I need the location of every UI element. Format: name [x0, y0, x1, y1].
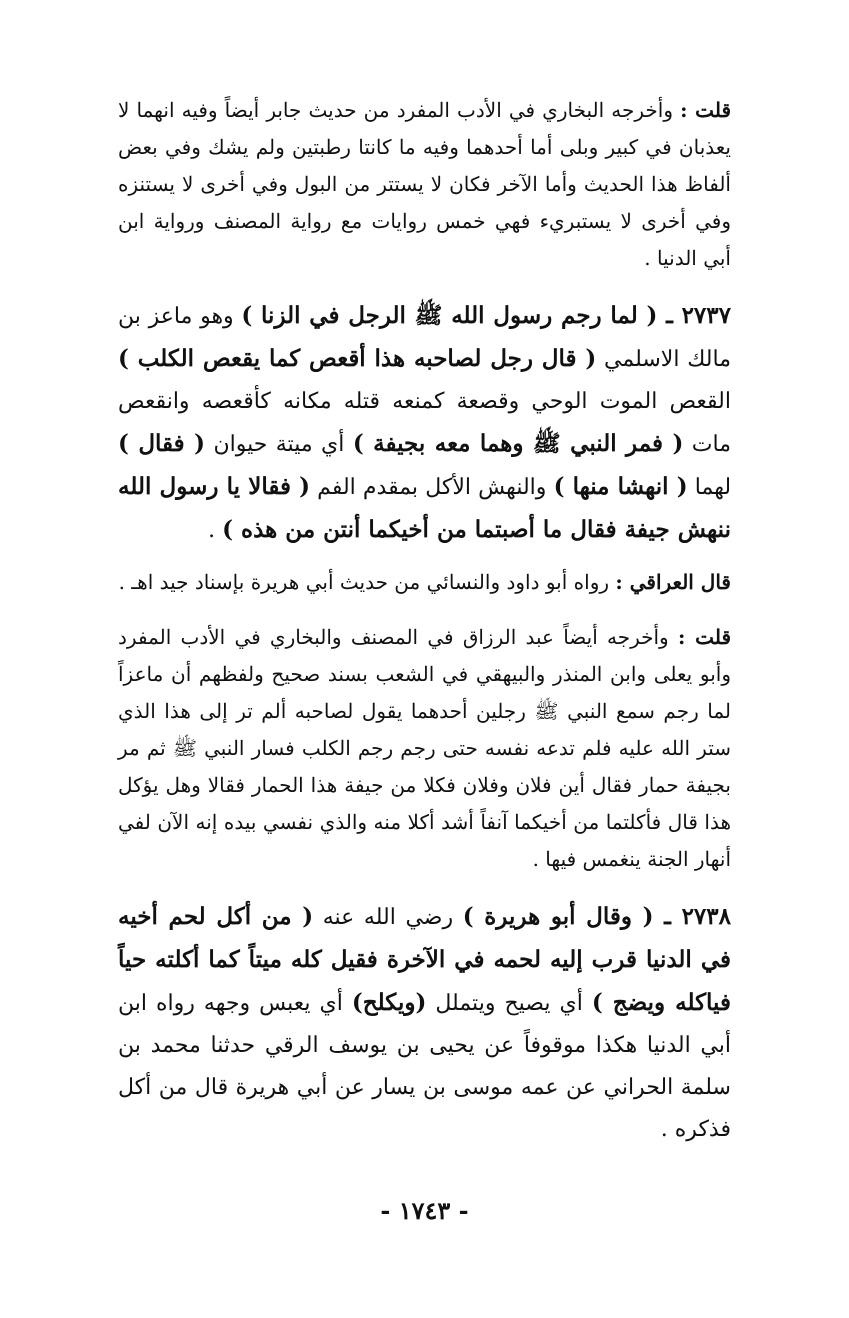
- commentary-text: وهو ماعز بن مالك الاسلمي: [118, 304, 731, 372]
- note-label: قلت :: [680, 98, 732, 122]
- hadith-text: ( من أكل لحم أخيه في الدنيا قرب إليه لحمه في الآخرة فقيل كله ميتاً كما أكلته حياً فياكله ويضج ): [118, 903, 731, 1016]
- commentary-text: رضي الله عنه: [322, 905, 454, 930]
- iraqi-label: قال العراقي :: [615, 570, 731, 594]
- paragraph-iraqi: [118, 564, 731, 601]
- hadith-text: ( انهشا منها ): [553, 473, 688, 500]
- hadith-text: ٢٧٣٨ ـ ( وقال أبو هريرة ): [462, 903, 731, 930]
- commentary-text: لهما: [694, 475, 732, 500]
- iraqi-text: رواه أبو داود والنسائي من حديث أبي هريرة بإسناد جيد اهـ .: [118, 570, 610, 594]
- hadith-text: ٢٧٣٧ ـ ( لما رجم رسول الله ﷺ الرجل في الزنا ): [241, 302, 731, 329]
- commentary-text: القعص الموت الوحي وقصعة كمنعه قتله مكانه كأقعصه وانقعص مات: [118, 389, 731, 457]
- commentary-text: .: [208, 518, 216, 543]
- note-text: وأخرجه أيضاً عبد الرزاق في المصنف والبخاري في الأدب المفرد وأبو يعلى وابن المنذر والبيهقي في الشعب بسند صحيح ولفظهم أن ماعزاً لما رجم سمع النبي ﷺ رجلين أحدهما يقول لصاحبه ألم تر إلى هذا الذي ستر الله عليه فلم تدعه نفسه حتى رجم رجم الكلب فسار النبي ﷺ ثم مر بجيفة حمار فقال أين فلان وفلان فكلا من جيفة هذا الحمار فقالا وهل يؤكل هذا قال فأكلتما من أخيكما آنفاً أشد أكلا منه والذي نفسي بيده إنه الآن لفي أنهار الجنة ينغمس فيها .: [118, 625, 732, 871]
- commentary-text: أي يعبس وجهه رواه ابن أبي الدنيا هكذا موقوفاً عن يحيى بن يوسف الرقي حدثنا محمد بن سلمة الحراني عن عمه موسى بن يسار عن أبي هريرة قال من أكل فذكره .: [118, 991, 731, 1142]
- hadith-text: ( فمر النبي ﷺ وهما معه بجيفة ): [352, 430, 684, 457]
- note-text: وأخرجه البخاري في الأدب المفرد من حديث جابر أيضاً وفيه انهما لا يعذبان في كبير وبلى أما أحدهما وفيه ما كانتا رطبتين ولم يشك وفي بعض ألفاظ هذا الحديث وأما الآخر فكان لا يستتر من البول وفي أخرى لا يستنزه وفي أخرى لا يستبريء فهي خمس روايات مع رواية المصنف ورواية ابن أبي الدنيا .: [118, 98, 731, 270]
- commentary-text: أي يصيح ويتملل: [435, 991, 583, 1016]
- note-label: قلت :: [677, 625, 732, 649]
- paragraph-note-1: [118, 92, 731, 277]
- hadith-2738: [118, 896, 731, 1151]
- paragraph-note-2: [118, 619, 731, 878]
- hadith-text: ( قال رجل لصاحبه هذا أقعص كما يقعص الكلب ): [118, 345, 597, 372]
- hadith-2737: [118, 295, 731, 552]
- commentary-text: أي ميتة حيوان: [213, 432, 345, 457]
- commentary-text: والنهش الأكل بمقدم الفم: [317, 475, 547, 500]
- page-number: - ١٧٤٣ -: [380, 1196, 469, 1225]
- hadith-text: (ويكلح): [351, 989, 427, 1016]
- hadith-text: ( فقالا يا رسول الله ننهش جيفة فقال ما أصبتما من أخيكما أنتن من هذه ): [118, 473, 731, 543]
- hadith-text: ( فقال ): [118, 430, 206, 457]
